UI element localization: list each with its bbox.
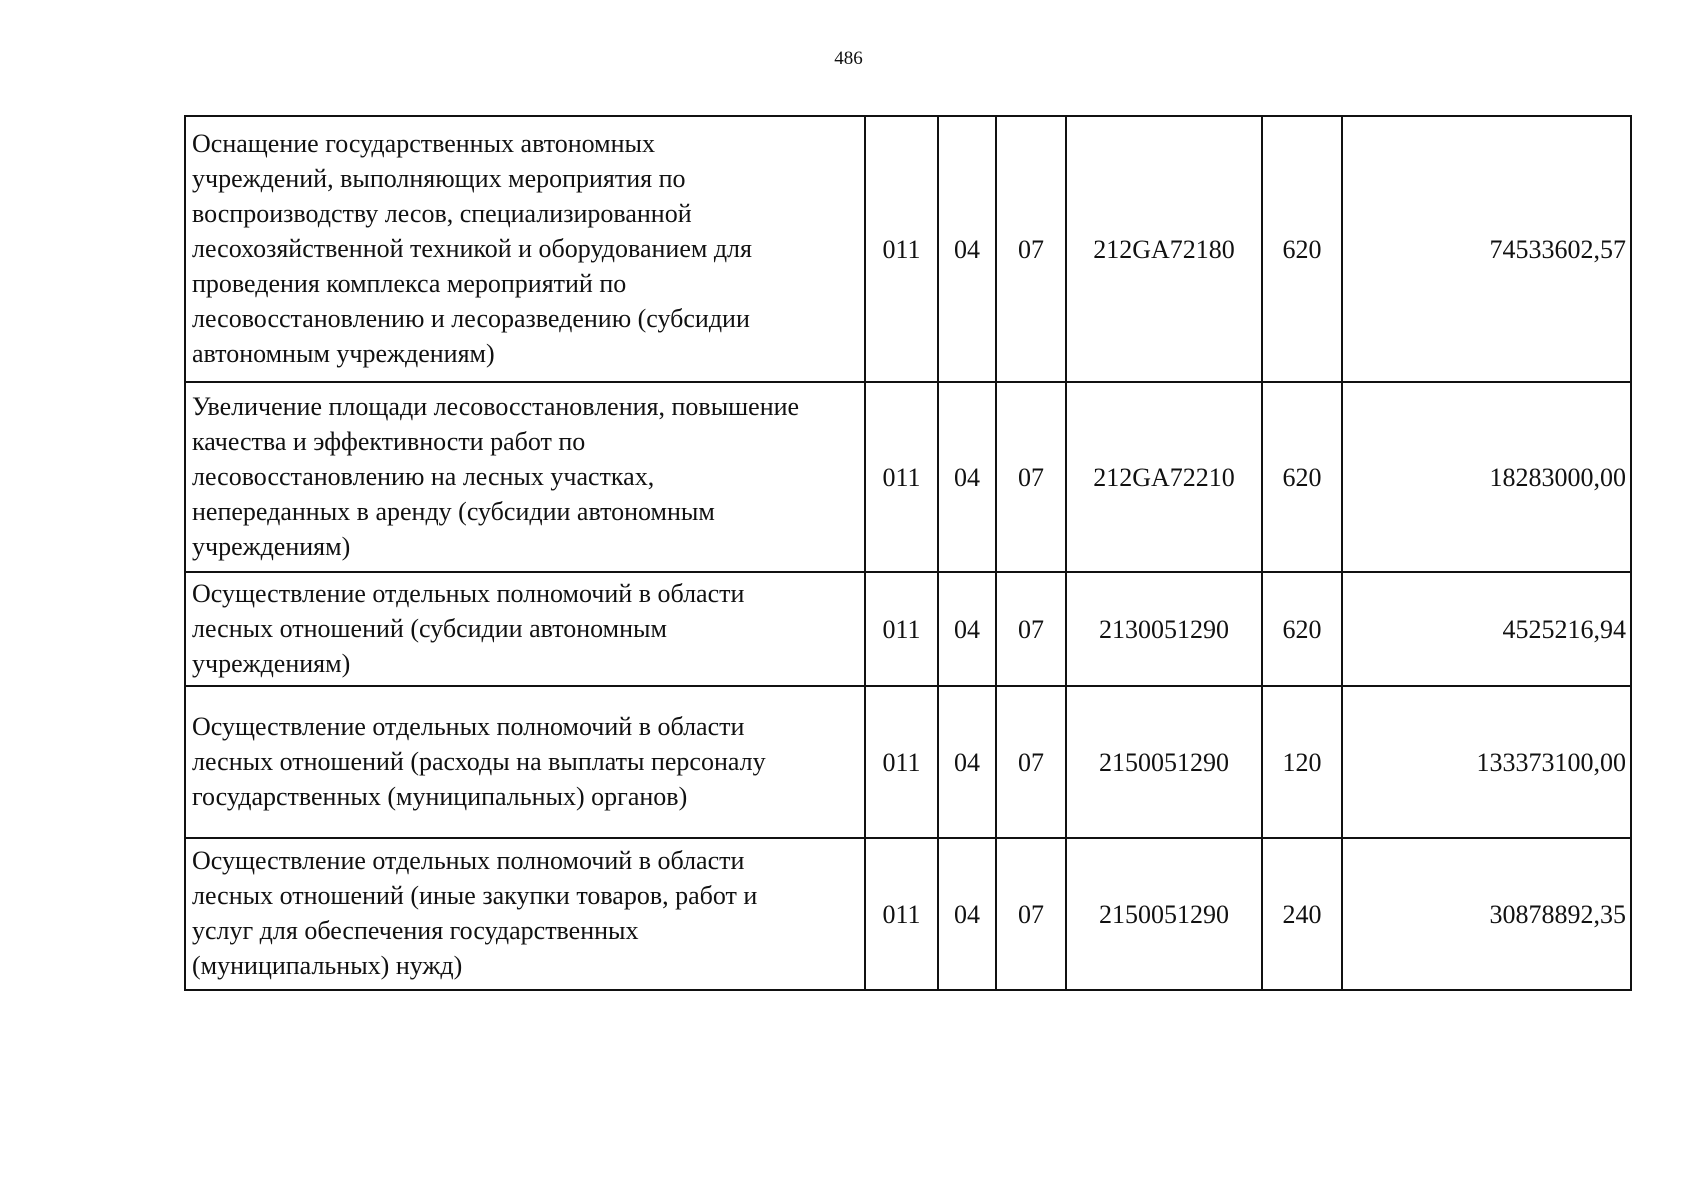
- expense-description: Оснащение государственных автономных учреждений, выполняющих мероприятия по воспроизводству лесов, специализированной лесохозяйственной техникой и оборудованием для проведения комплекса мероприятий по лесовосстановлению и лесоразведению (субсидии автономным учреждениям): [185, 116, 865, 382]
- expense-type-code: 620: [1262, 572, 1342, 686]
- admin-code: 011: [865, 116, 938, 382]
- expense-description: Осуществление отдельных полномочий в области лесных отношений (субсидии автономным учреждениям): [185, 572, 865, 686]
- expense-type-code: 240: [1262, 838, 1342, 990]
- section-code: 04: [938, 116, 996, 382]
- amount: 4525216,94: [1342, 572, 1631, 686]
- section-code: 04: [938, 686, 996, 838]
- amount: 133373100,00: [1342, 686, 1631, 838]
- expense-type-code: 120: [1262, 686, 1342, 838]
- table-row: [185, 572, 1631, 686]
- subsection-code: 07: [996, 838, 1066, 990]
- expense-description: Увеличение площади лесовосстановления, повышение качества и эффективности работ по лесовосстановлению на лесных участках, непереданных в аренду (субсидии автономным учреждениям): [185, 382, 865, 572]
- target-article-code: 212GA72180: [1066, 116, 1262, 382]
- admin-code: 011: [865, 838, 938, 990]
- amount: 30878892,35: [1342, 838, 1631, 990]
- expense-description: Осуществление отдельных полномочий в области лесных отношений (расходы на выплаты персоналу государственных (муниципальных) органов): [185, 686, 865, 838]
- admin-code: 011: [865, 572, 938, 686]
- target-article-code: 2150051290: [1066, 686, 1262, 838]
- subsection-code: 07: [996, 382, 1066, 572]
- amount: 74533602,57: [1342, 116, 1631, 382]
- table-row: [185, 116, 1631, 382]
- page-number: 486: [834, 48, 863, 69]
- table-row: [185, 382, 1631, 572]
- subsection-code: 07: [996, 686, 1066, 838]
- budget-table: [184, 115, 1632, 991]
- admin-code: 011: [865, 382, 938, 572]
- table-row: [185, 838, 1631, 990]
- section-code: 04: [938, 382, 996, 572]
- target-article-code: 2130051290: [1066, 572, 1262, 686]
- amount: 18283000,00: [1342, 382, 1631, 572]
- expense-type-code: 620: [1262, 116, 1342, 382]
- target-article-code: 212GA72210: [1066, 382, 1262, 572]
- section-code: 04: [938, 572, 996, 686]
- expense-type-code: 620: [1262, 382, 1342, 572]
- expense-description: Осуществление отдельных полномочий в области лесных отношений (иные закупки товаров, работ и услуг для обеспечения государственных (муниципальных) нужд): [185, 838, 865, 990]
- section-code: 04: [938, 838, 996, 990]
- target-article-code: 2150051290: [1066, 838, 1262, 990]
- admin-code: 011: [865, 686, 938, 838]
- table-row: [185, 686, 1631, 838]
- subsection-code: 07: [996, 572, 1066, 686]
- subsection-code: 07: [996, 116, 1066, 382]
